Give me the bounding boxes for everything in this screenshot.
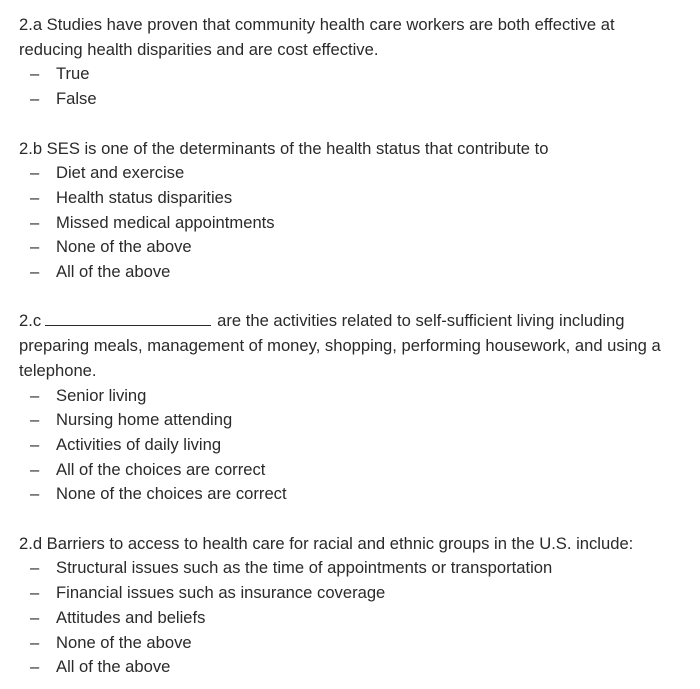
option-label: Missed medical appointments — [56, 212, 275, 232]
dash-bullet: – — [30, 410, 40, 430]
option-item — [19, 211, 682, 236]
option-item — [19, 581, 682, 606]
option-item — [19, 384, 682, 409]
option-label: None of the above — [56, 632, 192, 652]
option-label: None of the above — [56, 237, 192, 257]
option-label: All of the above — [56, 657, 171, 677]
option-item — [19, 631, 682, 656]
question-2a — [19, 13, 682, 112]
dash-bullet: – — [30, 583, 40, 603]
option-item — [19, 458, 682, 483]
option-label: All of the above — [56, 262, 171, 282]
dash-bullet: – — [30, 212, 40, 232]
dash-bullet: – — [30, 237, 40, 257]
option-label: True — [56, 64, 90, 84]
dash-bullet: – — [30, 607, 40, 627]
question-text: 2.a Studies have proven that community health care workers are both effective at reducing health disparities and are cost effective. — [19, 15, 615, 59]
option-label: Health status disparities — [56, 187, 233, 207]
dash-bullet: – — [30, 187, 40, 207]
option-item — [19, 655, 682, 680]
fill-in-blank-line — [45, 309, 211, 326]
option-label: False — [56, 89, 97, 109]
option-item — [19, 186, 682, 211]
question-text: 2.b SES is one of the determinants of the health status that contribute to — [19, 138, 549, 158]
option-item — [19, 62, 682, 87]
option-item — [19, 235, 682, 260]
question-text: 2.d Barriers to access to health care for racial and ethnic groups in the U.S. include: — [19, 533, 634, 553]
dash-bullet: – — [30, 163, 40, 183]
option-item — [19, 433, 682, 458]
dash-bullet: – — [30, 558, 40, 578]
dash-bullet: – — [30, 262, 40, 282]
question-text — [19, 309, 682, 383]
dash-bullet: – — [30, 434, 40, 454]
question-body: are the activities related to self-sufficient living including preparing meals, management of money, shopping, performing housework, and using a telephone. — [19, 311, 661, 380]
option-list — [19, 62, 682, 111]
option-label: All of the choices are correct — [56, 459, 266, 479]
option-label: Activities of daily living — [56, 434, 222, 454]
option-item — [19, 87, 682, 112]
dash-bullet: – — [30, 89, 40, 109]
option-label: Diet and exercise — [56, 163, 185, 183]
dash-bullet: – — [30, 632, 40, 652]
dash-bullet: – — [30, 459, 40, 479]
option-label: Attitudes and beliefs — [56, 607, 206, 627]
dash-bullet: – — [30, 657, 40, 677]
question-2b — [19, 137, 682, 285]
option-label: Financial issues such as insurance coverage — [56, 583, 386, 603]
dash-bullet: – — [30, 484, 40, 504]
option-item — [19, 606, 682, 631]
option-item — [19, 482, 682, 507]
option-label: Senior living — [56, 385, 147, 405]
dash-bullet: – — [30, 385, 40, 405]
option-label: Nursing home attending — [56, 410, 233, 430]
question-number: 2.c — [19, 311, 42, 331]
question-2d — [19, 532, 682, 680]
option-item — [19, 556, 682, 581]
option-item — [19, 260, 682, 285]
option-list — [19, 161, 682, 285]
option-item — [19, 408, 682, 433]
option-list — [19, 384, 682, 508]
dash-bullet: – — [30, 64, 40, 84]
option-label: Structural issues such as the time of appointments or transportation — [56, 558, 553, 578]
option-list — [19, 556, 682, 680]
option-item — [19, 161, 682, 186]
option-label: None of the choices are correct — [56, 484, 287, 504]
question-2c — [19, 309, 682, 507]
